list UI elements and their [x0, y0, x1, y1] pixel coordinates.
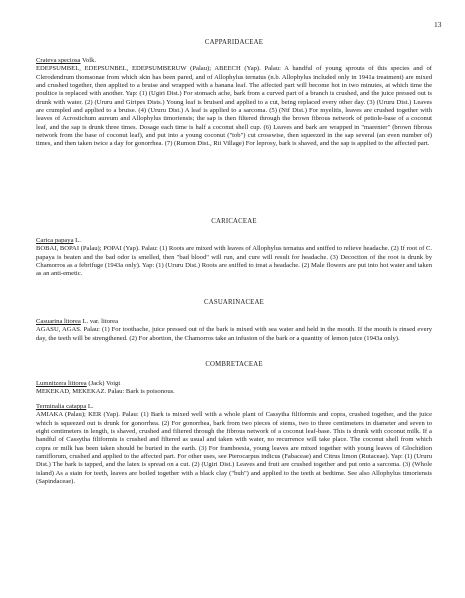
species-description: EDEPSUMBEL, EDEPSUNBEL, EDEPSUMBERUW (Palau); ABEECH (Yap). Palau: A handful of young sprouts of this species and of Clerodendrum thomsonae from which skin has been pared, and of Allophylus ternatus (n.b. Allophylus included only in 1941a treatment) are mixed and crushed together, then applied to a bruise and wrapped with a banana leaf. The affected part will become hot in two minutes, at which time the poultice is replaced with another. Yap: (1) (Ugiri Dist.) For stomach ache, bark from a curved part of a branch is crushed, and the juice pressed out is drunk with water. (2) (Ururu and Giripes Dists.) Young leaf is bruised and applied to a cut, being replaced every other day. (3) (Ururu Dist.) Leaves are crumpled and applied to a bruise. (4) (Ururu Dist.) A leaf is applied to a sarcoma. (5) (Nif Dist.) For myelitis, leaves are crushed together with leaves of Acrostichum aureum and Allophylus timoriensis; the sap is then filtered through the brown fibrous network of petiole-base of a coconut leaf, and the sap is drunk three times. Dosage each time is half a coconut shell cup. (6) Leaves and bark are wrapped in "marenier" (brown fibrous network from the base of coconut leaf), and put into a young coconut ("tob") cut crosswise, then squeezed in the sap several (an even number of) times, and then taken twice a day for gonorrhea. (7) (Rumon Dist., Rii Village) For leprosy, bark is shaved, and the sap is applied to the affected part.: [36, 65, 432, 148]
entry-casuarina-litorea: [36, 318, 432, 343]
family-heading-casuarinaceae: CASUARINACEAE: [204, 299, 264, 306]
species-name: Terminalia catappa: [36, 403, 87, 410]
species-name-line: [36, 380, 432, 388]
species-description: AMIAKA (Palau); KER (Yap). Palau: (1) Bark is mixed well with a whole plant of Cassytha filiformis and copra, crushed together, and the juice which is squeezed out is drunk for gonorrhea. (2) For gonorrhea, bark from two pieces of stems, two to three centimeters in diameter and seven to eight centimeters in length, is shaved, crushed and filtered through the fibrous network of a coconut leaf-base. This is drunk with coconut milk. If a handful of Cassytha filiformis is crushed and filtered as usual and taken with water, no recurrence will take place. The coconut shell from which copra or milk has been taken should be buried in the earth. (3) For framboesia, young leaves are mixed together with young leaves of Glochidion ramiflorum, crushed and applied to the affected part. For other uses, see Pterocarpus indicus (Fabaceae) and Citrus limon (Rutaceae). Yap: (1) (Ururu Dist.) The bark is tapped, and the latex is spread on a cut. (2) (Ugiri Dist.) Leaves and fruit are crushed together and put onto a sarcoma. (3) (Whole island) As a stain for teeth, leaves are boiled together with a black clay ("buh") and applied to the teeth at bedtime. See also Allophylus timoriensis (Sapindaceae).: [36, 411, 432, 486]
entry-terminalia-catappa: [36, 403, 432, 486]
species-name-line: [36, 318, 432, 326]
page-number: 13: [434, 20, 442, 29]
species-description: BOBAI, BOPAI (Palau); POPAI (Yap). Palau: (1) Roots are mixed with leaves of Allophylus ternatus and sniffed to relieve headache. (2) If root of C. papaya is beaten and the bad odor is smelled, then "bad blood" will run, and cure will result for headache. (3) Decoction of the root is drunk by Chamorros as a febrifuge (1943a only). Yap: (1) (Ururu Dist.) Roots are sniffed to treat a headache. (2) Male flowers are put into hot water and taken as an anti-emetic.: [36, 245, 432, 278]
species-authority: (Jack) Voigt: [86, 380, 121, 387]
species-name: Lumnitzera littorea: [36, 380, 87, 387]
entry-carica-papaya: [36, 237, 432, 279]
family-heading-caricaceae: CARICACEAE: [211, 218, 257, 225]
species-name-line: [36, 57, 432, 65]
species-name-line: [36, 403, 432, 411]
species-description: MEKEKAD, MEKEKAZ. Palau: Bark is poisonous.: [36, 388, 175, 396]
species-name: Crateva speciosa: [36, 57, 81, 64]
species-name: Carica papaya: [36, 237, 74, 244]
species-authority: L. var. litorea: [80, 318, 119, 325]
species-authority: L.: [73, 237, 81, 244]
species-description: AGASU, AGAS. Palau: (1) For toothache, juice pressed out of the bark is mixed with sea water and held in the mouth. If the mouth is rinsed every day, the teeth will be strengthened. (2) For abortion, the Chamorros take an infusion of the bark or a quantity of lemon juice (1943a only).: [36, 326, 432, 342]
family-heading-capparidaceae: CAPPARIDACEAE: [204, 39, 264, 46]
species-name-line: [36, 237, 432, 245]
family-heading-combretaceae: COMBRETACEAE: [205, 361, 263, 368]
species-authority: Volk.: [80, 57, 97, 64]
species-authority: L.: [86, 403, 94, 410]
entry-crateva-speciosa: [36, 57, 432, 149]
species-name: Casuarina litorea: [36, 318, 81, 325]
entry-lumnitzera-littorea: [36, 380, 432, 397]
